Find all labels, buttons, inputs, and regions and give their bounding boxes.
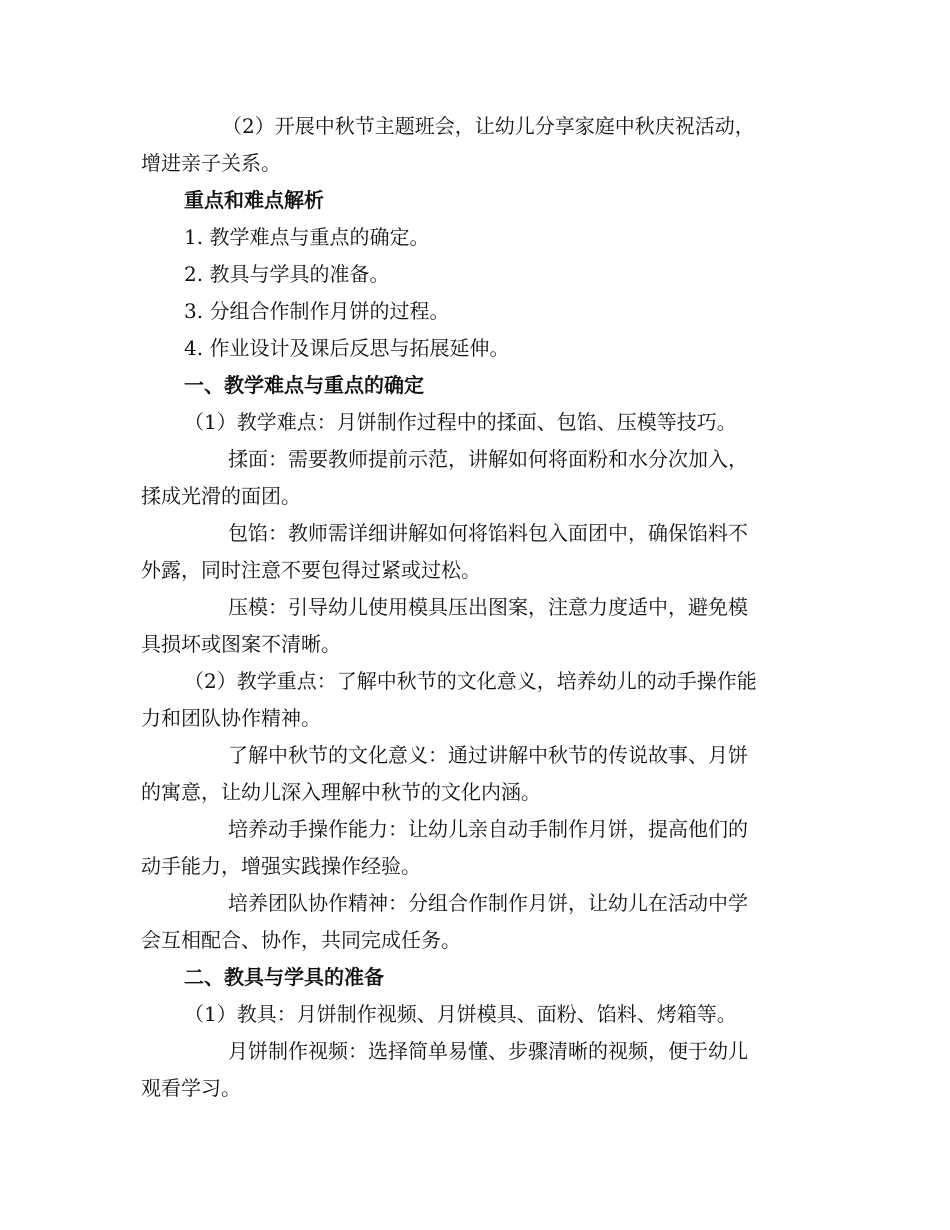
list-item: 1. 教学难点与重点的确定。 (184, 225, 430, 249)
paragraph-line: 会互相配合、协作，共同完成任务。 (141, 928, 461, 952)
paragraph-line: 具损坏或图案不清晰。 (141, 632, 341, 656)
paragraph-line: 观看学习。 (141, 1076, 241, 1100)
paragraph-line: 的寓意，让幼儿深入理解中秋节的文化内涵。 (141, 780, 541, 804)
paragraph-line: （2）开展中秋节主题班会，让幼儿分享家庭中秋庆祝活动， (222, 114, 755, 138)
list-item: 4. 作业设计及课后反思与拓展延伸。 (184, 336, 510, 360)
paragraph-line: 了解中秋节的文化意义：通过讲解中秋节的传说故事、月饼 (228, 743, 748, 767)
paragraph-line: 压模：引导幼儿使用模具压出图案，注意力度适中，避免模 (228, 595, 748, 619)
paragraph-line: 包馅：教师需详细讲解如何将馅料包入面团中，确保馅料不 (228, 521, 748, 545)
paragraph-line: 揉面：需要教师提前示范，讲解如何将面粉和水分次加入， (228, 447, 748, 471)
paragraph-line: （1）教学难点：月饼制作过程中的揉面、包馅、压模等技巧。 (184, 410, 737, 434)
paragraph-line: 揉成光滑的面团。 (141, 484, 301, 508)
paragraph-line: 增进亲子关系。 (141, 151, 281, 175)
list-item: 2. 教具与学具的准备。 (184, 262, 390, 286)
paragraph-line: 培养动手操作能力：让幼儿亲自动手制作月饼，提高他们的 (228, 817, 748, 841)
paragraph-line: （2）教学重点：了解中秋节的文化意义，培养幼儿的动手操作能 (184, 669, 757, 693)
paragraph-line: 外露，同时注意不要包得过紧或过松。 (141, 558, 481, 582)
list-item: 3. 分组合作制作月饼的过程。 (184, 299, 450, 323)
section-heading: 二、教具与学具的准备 (184, 965, 384, 989)
paragraph-line: 培养团队协作精神：分组合作制作月饼，让幼儿在活动中学 (228, 891, 748, 915)
section-heading: 一、教学难点与重点的确定 (184, 373, 424, 397)
paragraph-line: 力和团队协作精神。 (141, 706, 321, 730)
paragraph-line: （1）教具：月饼制作视频、月饼模具、面粉、馅料、烤箱等。 (184, 1002, 737, 1026)
paragraph-line: 月饼制作视频：选择简单易懂、步骤清晰的视频，便于幼儿 (228, 1039, 748, 1063)
paragraph-line: 动手能力，增强实践操作经验。 (141, 854, 421, 878)
section-heading: 重点和难点解析 (184, 188, 324, 212)
